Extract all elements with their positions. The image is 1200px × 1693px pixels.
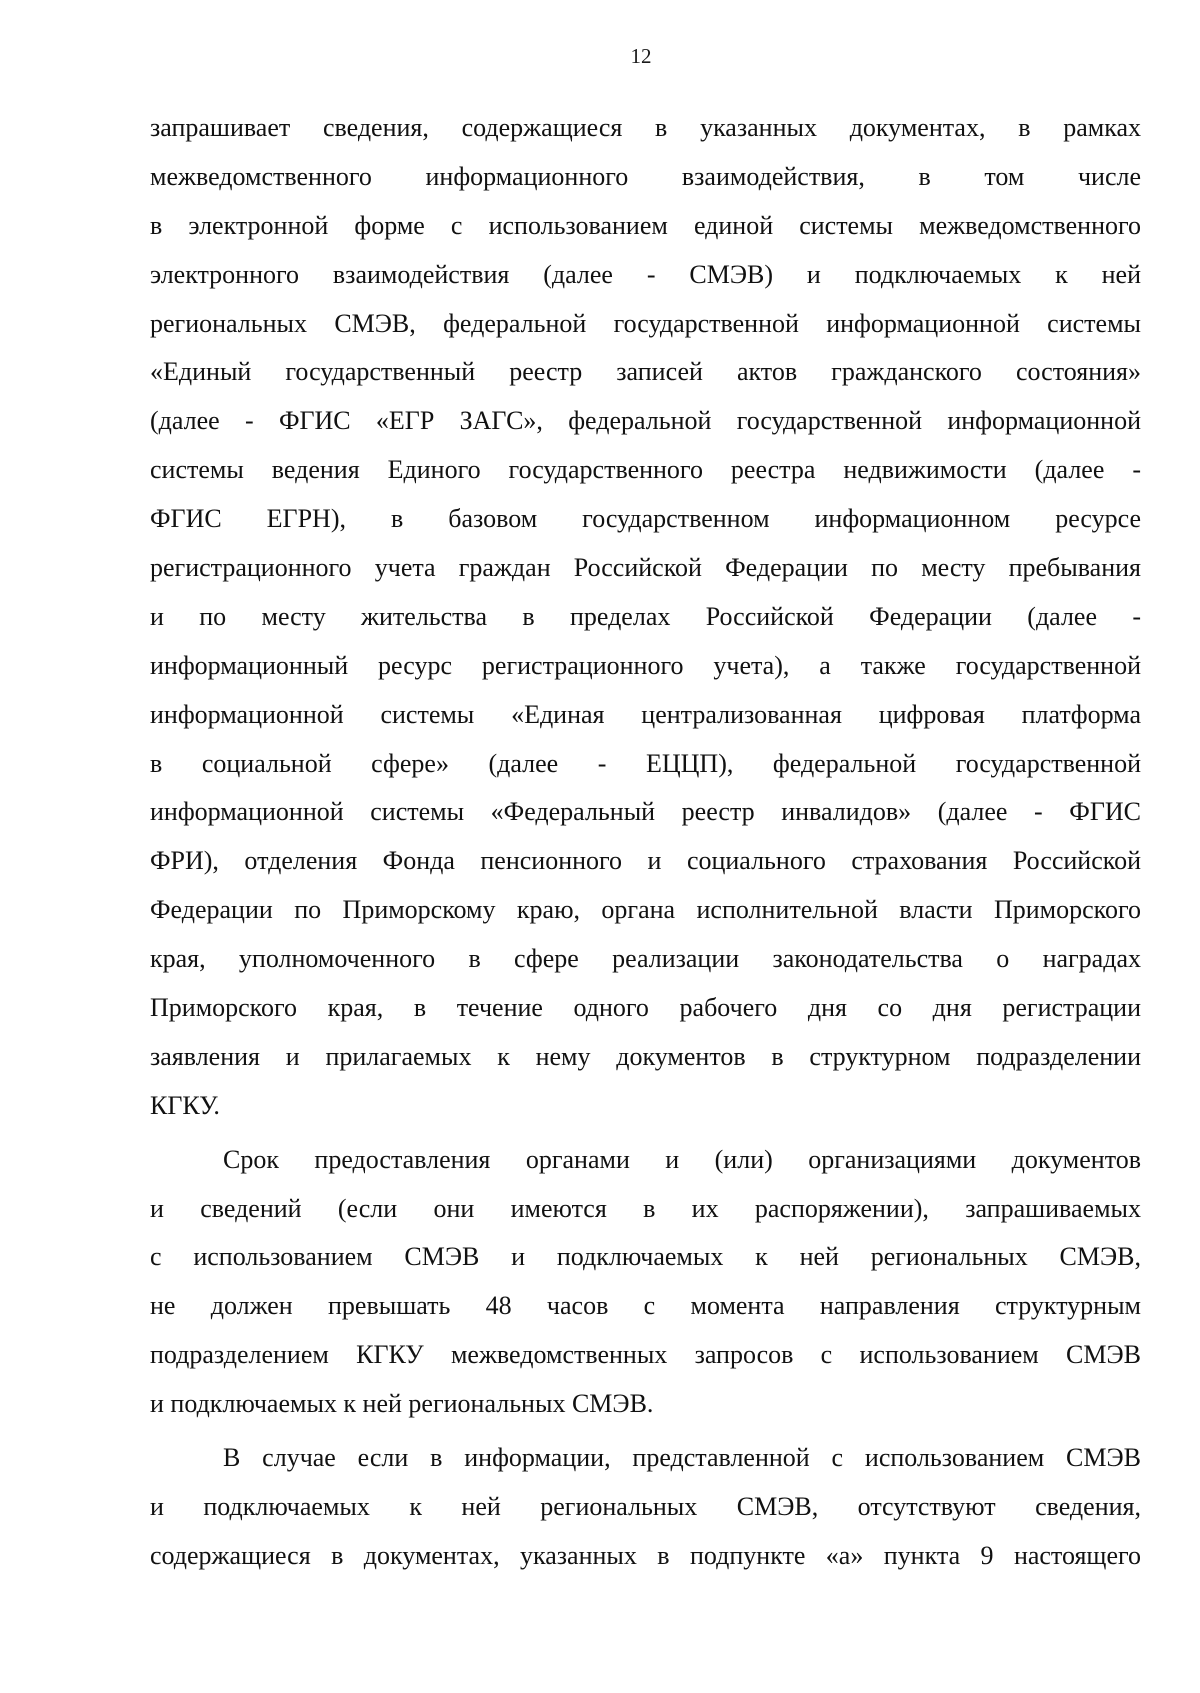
document-body <box>150 104 1141 1581</box>
text-line: межведомственного информационного взаимодействия, в том числе <box>150 161 1141 191</box>
text-line: информационной системы «Федеральный реестр инвалидов» (далее - ФГИС <box>150 797 1141 827</box>
text-line: края, уполномоченного в сфере реализации законодательства о наградах <box>150 944 1141 974</box>
text-line: в электронной форме с использованием единой системы межведомственного <box>150 210 1141 240</box>
text-line: не должен превышать 48 часов с момента направления структурным <box>150 1291 1141 1321</box>
text-line: Федерации по Приморскому краю, органа исполнительной власти Приморского <box>150 895 1141 925</box>
paragraph <box>150 1136 1141 1429</box>
text-line: с использованием СМЭВ и подключаемых к ней региональных СМЭВ, <box>150 1242 1141 1272</box>
text-line: регистрационного учета граждан Российской Федерации по месту пребывания <box>150 553 1141 583</box>
text-line: в социальной сфере» (далее - ЕЦЦП), федеральной государственной <box>150 748 1141 778</box>
text-line: и подключаемых к ней региональных СМЭВ, отсутствуют сведения, <box>150 1491 1141 1521</box>
text-line: Приморского края, в течение одного рабочего дня со дня регистрации <box>150 993 1141 1023</box>
text-line: ФРИ), отделения Фонда пенсионного и социального страхования Российской <box>150 846 1141 876</box>
text-line: системы ведения Единого государственного реестра недвижимости (далее - <box>150 455 1141 485</box>
text-line: подразделением КГКУ межведомственных запросов с использованием СМЭВ <box>150 1340 1141 1370</box>
text-line: информационной системы «Единая централизованная цифровая платформа <box>150 699 1141 729</box>
text-line: информационный ресурс регистрационного учета), а также государственной <box>150 650 1141 680</box>
text-line: электронного взаимодействия (далее - СМЭВ) и подключаемых к ней <box>150 259 1141 289</box>
text-line: и подключаемых к ней региональных СМЭВ. <box>150 1389 654 1419</box>
text-line: В случае если в информации, представленной с использованием СМЭВ <box>223 1443 1141 1473</box>
text-line: (далее - ФГИС «ЕГР ЗАГС», федеральной государственной информационной <box>150 406 1141 436</box>
text-line: ФГИС ЕГРН), в базовом государственном информационном ресурсе <box>150 504 1141 534</box>
text-line: запрашивает сведения, содержащиеся в указанных документах, в рамках <box>150 113 1141 142</box>
text-line: «Единый государственный реестр записей актов гражданского состояния» <box>150 357 1141 387</box>
text-line: заявления и прилагаемых к нему документов в структурном подразделении <box>150 1041 1141 1071</box>
paragraph <box>150 104 1141 1131</box>
text-line: содержащиеся в документах, указанных в подпункте «а» пункта 9 настоящего <box>150 1540 1141 1570</box>
text-line: КГКУ. <box>150 1090 220 1120</box>
paragraph <box>150 1434 1141 1581</box>
page-number: 12 <box>630 44 652 68</box>
text-line: и сведений (если они имеются в их распоряжении), запрашиваемых <box>150 1193 1141 1223</box>
text-line: и по месту жительства в пределах Российской Федерации (далее - <box>150 601 1141 631</box>
text-line: Срок предоставления органами и (или) организациями документов <box>223 1144 1141 1174</box>
text-line: региональных СМЭВ, федеральной государственной информационной системы <box>150 308 1141 338</box>
